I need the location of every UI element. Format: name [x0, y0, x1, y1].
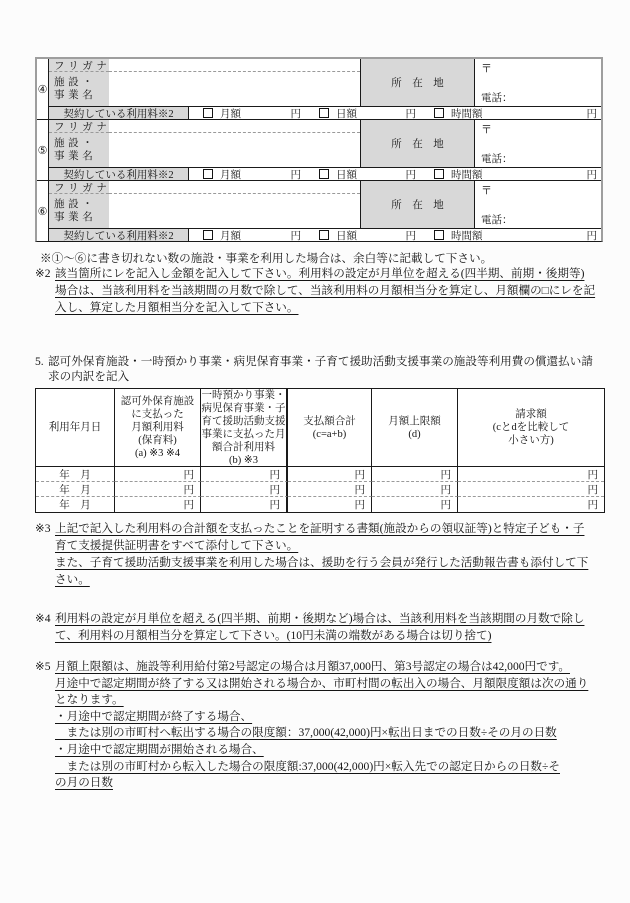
note-4-lines: 利用料の設定が月単位を超える(四半期、前期・後期など)場合は、当該利用料を当該期間の月数で除し て、利用料の月額相当分を算定して下さい。(10円未満の端数がある場合は切り捨て) [55, 612, 585, 642]
address-field[interactable] [475, 137, 601, 151]
header-monthly-cap: 月額上限額 (d) [372, 389, 458, 467]
phone-label: 電話： [481, 215, 513, 226]
monthly-label: 月額 [220, 169, 241, 181]
facility-entry-6 [37, 181, 601, 241]
location-label: 所 在 地 [360, 59, 475, 106]
monthly-label: 月額 [220, 108, 241, 120]
section-5-lines: 認可外保育施設・一時預かり事業・病児保育事業・子育て援助活動支援事業の施設等利用費の償還払い請 求の内訳を記入 [48, 355, 593, 383]
cell-amount-c[interactable]: 円 [288, 467, 372, 482]
cell-usage-date[interactable]: 年 月 [36, 497, 115, 512]
cell-usage-date[interactable]: 年 月 [36, 467, 115, 482]
facility-name-input[interactable] [109, 72, 360, 106]
facility-name-label-line1: 施 設 ・ [54, 199, 94, 210]
cell-amount-c[interactable]: 円 [288, 497, 372, 512]
yen-label: 円 [586, 169, 597, 181]
hourly-label: 時間額 [451, 108, 483, 120]
yen-label: 円 [405, 230, 416, 242]
address-field[interactable] [475, 198, 601, 212]
cell-amount-b[interactable]: 円 [201, 497, 288, 512]
note-3-lines: 上記で記入した利用料の合計額を支払ったことを証明する書類(施設からの領収証等)と特定子ども・子 育て支援提供証明書をすべて添付して下さい。 また、子育て援助活動支援事業を利用した場合は、援助を行う会員が発行した活動報告書も添付して下 さい。 [55, 522, 589, 586]
monthly-fee-segment [189, 168, 305, 180]
note-2-marker: ※2 [35, 267, 51, 280]
yen-label: 円 [586, 230, 597, 242]
cell-amount-c[interactable]: 円 [288, 482, 372, 497]
furigana-input[interactable] [109, 59, 360, 72]
daily-checkbox[interactable] [319, 169, 329, 179]
facility-name-label-line1: 施 設 ・ [54, 77, 94, 88]
cell-amount-a[interactable]: 円 [115, 467, 201, 482]
facility-name-label [49, 72, 109, 106]
monthly-checkbox[interactable] [203, 230, 213, 240]
address-input[interactable] [475, 120, 601, 167]
header-claim-amount: 請求額 (cとdを比較して 小さい方) [458, 389, 604, 467]
contract-fee-label: 契約している利用料※2 [49, 229, 189, 241]
facility-name-label-line2: 事 業 名 [54, 212, 94, 223]
hourly-label: 時間額 [451, 230, 483, 242]
hourly-fee-segment [420, 107, 601, 119]
contract-fee-row [49, 106, 601, 119]
note-overflow-entries: ※①～⑥に書き切れない数の施設・事業を利用した場合は、余白等に記載して下さい。 [40, 252, 493, 265]
cell-amount-d[interactable]: 円 [372, 467, 458, 482]
note-4-marker: ※4 [35, 612, 51, 625]
monthly-label: 月額 [220, 230, 241, 242]
claim-table [35, 388, 605, 513]
furigana-input[interactable] [109, 120, 360, 133]
phone-label: 電話： [481, 93, 513, 104]
postal-mark: 〒 [481, 185, 492, 197]
furigana-input[interactable] [109, 181, 360, 194]
hourly-checkbox[interactable] [434, 230, 444, 240]
yen-label: 円 [405, 108, 416, 120]
hourly-fee-segment [420, 168, 601, 180]
facility-name-label-line1: 施 設 ・ [54, 138, 94, 149]
contract-fee-row [49, 167, 601, 180]
postal-mark: 〒 [481, 63, 492, 75]
contract-fee-row [49, 228, 601, 241]
monthly-checkbox[interactable] [203, 108, 213, 118]
note-2 [35, 265, 615, 316]
note-4 [35, 610, 615, 644]
section-5-number: 5. [35, 355, 44, 368]
contract-fee-label: 契約している利用料※2 [49, 107, 189, 119]
note-2-lines: 該当箇所にレを記入し金額を記入して下さい。利用料の設定が月単位を超える(四半期、前期・後期等) 場合は、当該利用料を当該期間の月数で除して、当該利用料の月額相当分を算定し、月額欄の□にレを記 入し、算定した月額相当分を記入して下さい。 [55, 267, 596, 314]
hourly-label: 時間額 [451, 169, 483, 181]
monthly-fee-segment [189, 229, 305, 241]
furigana-label: フ リ ガ ナ [49, 120, 109, 133]
note-5-marker: ※5 [35, 660, 51, 673]
daily-label: 日額 [336, 230, 357, 242]
note-5-lines: 月額上限額は、施設等利用給付第2号認定の場合は月額37,000円、第3号認定の場合は42,000円です。 月途中で認定期間が終了する又は開始される場合か、市町村間の転出入の場合、月額限度額は次の通り となります。 ・月途中で認定期間が終了する場合、 または別の市町村へ転出する場合の限度額：37,000(42,000)円×転出日までの日数÷その月の日数 ・月途中で認定期間が開始される場合、 または別の市町村から転入した場合の限度額:37,000(42,000)円×転入先での認定日からの日数÷そ の月の日数 [55, 660, 589, 790]
facility-name-input[interactable] [109, 194, 360, 228]
daily-label: 日額 [336, 169, 357, 181]
location-label: 所 在 地 [360, 120, 475, 167]
facility-name-input[interactable] [109, 133, 360, 167]
hourly-checkbox[interactable] [434, 108, 444, 118]
cell-amount-a[interactable]: 円 [115, 482, 201, 497]
facility-name-label [49, 194, 109, 228]
facility-name-label [49, 133, 109, 167]
monthly-fee-segment [189, 107, 305, 119]
cell-amount-b[interactable]: 円 [201, 482, 288, 497]
facility-name-label-line2: 事 業 名 [54, 151, 94, 162]
cell-usage-date[interactable]: 年 月 [36, 482, 115, 497]
address-field[interactable] [475, 76, 601, 90]
hourly-fee-segment [420, 229, 601, 241]
yen-label: 円 [290, 108, 301, 120]
note-5 [35, 659, 615, 792]
note-3-marker: ※3 [35, 522, 51, 535]
entry-number: ⑤ [37, 120, 49, 180]
yen-label: 円 [405, 169, 416, 181]
daily-fee-segment [305, 229, 420, 241]
hourly-checkbox[interactable] [434, 169, 444, 179]
facility-entry-4 [37, 59, 601, 120]
phone-label: 電話： [481, 154, 513, 165]
facility-entry-5 [37, 120, 601, 181]
address-input[interactable] [475, 59, 601, 106]
location-label: 所 在 地 [360, 181, 475, 228]
postal-mark: 〒 [481, 124, 492, 136]
cell-amount-d[interactable]: 円 [372, 482, 458, 497]
daily-fee-segment [305, 168, 420, 180]
header-usage-date: 利用年月日 [36, 389, 115, 467]
furigana-label: フ リ ガ ナ [49, 181, 109, 194]
facility-table [35, 57, 603, 242]
entry-number: ⑥ [37, 181, 49, 241]
header-unlicensed-fee: 認可外保育施設 に支払った 月額利用料 (保育料) (a) ※3 ※4 [115, 389, 201, 467]
daily-checkbox[interactable] [319, 230, 329, 240]
header-payment-total: 支払額合計 (c=a+b) [288, 389, 372, 467]
daily-fee-segment [305, 107, 420, 119]
section-5-heading [35, 355, 615, 384]
cell-claim-amount[interactable]: 円 [458, 482, 604, 497]
cell-amount-a[interactable]: 円 [115, 497, 201, 512]
header-other-services-fee: 一時預かり事業・ 病児保育事業・子 育て援助活動支援 事業に支払った月 額合計利用料 (b) ※3 [201, 389, 288, 467]
yen-label: 円 [290, 169, 301, 181]
furigana-label: フ リ ガ ナ [49, 59, 109, 72]
entry-number: ④ [37, 59, 49, 119]
cell-claim-amount[interactable]: 円 [458, 467, 604, 482]
daily-label: 日額 [336, 108, 357, 120]
daily-checkbox[interactable] [319, 108, 329, 118]
cell-amount-d[interactable]: 円 [372, 497, 458, 512]
cell-claim-amount[interactable]: 円 [587, 500, 598, 511]
note-3 [35, 520, 615, 588]
monthly-checkbox[interactable] [203, 169, 213, 179]
facility-name-label-line2: 事 業 名 [54, 90, 94, 101]
address-input[interactable] [475, 181, 601, 228]
contract-fee-label: 契約している利用料※2 [49, 168, 189, 180]
yen-label: 円 [290, 230, 301, 242]
yen-label: 円 [586, 108, 597, 120]
cell-amount-b[interactable]: 円 [201, 467, 288, 482]
